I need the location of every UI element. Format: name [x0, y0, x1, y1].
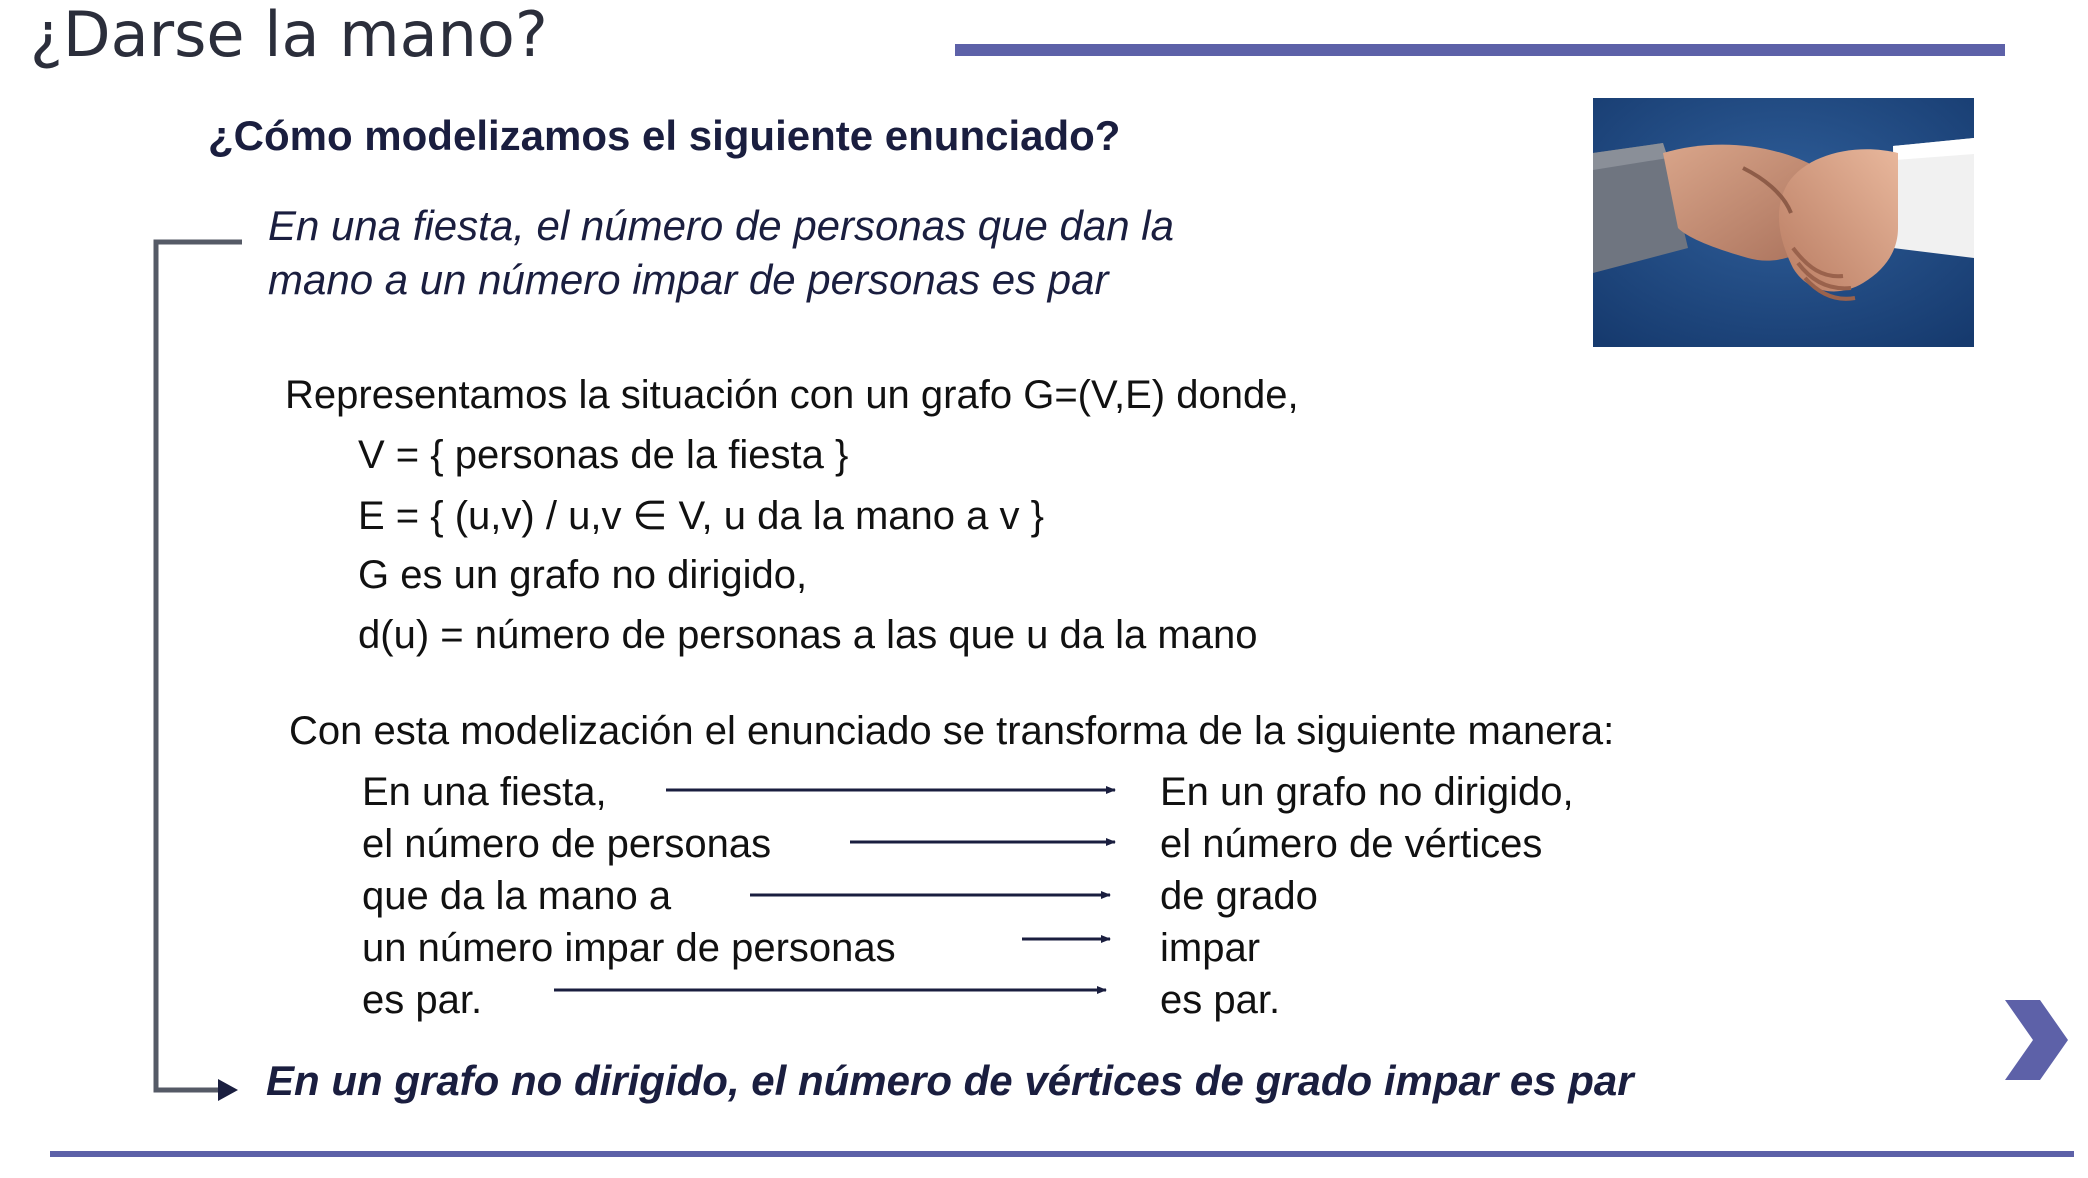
mapping-to-2: el número de vértices: [1160, 822, 1543, 866]
mapping-from-5: es par.: [362, 978, 483, 1022]
conclusion-statement: En un grafo no dirigido, el número de vértices de grado impar es par: [266, 1057, 1634, 1104]
chevron-right-icon[interactable]: [2005, 1000, 2068, 1080]
model-line-degree: d(u) = número de personas a las que u da la mano: [358, 613, 1258, 657]
mapping-to-3: de grado: [1160, 874, 1318, 918]
question-heading: ¿Cómo modelizamos el siguiente enunciado?: [208, 112, 1121, 159]
model-line-undirected: G es un grafo no dirigido,: [358, 553, 808, 597]
model-intro: Representamos la situación con un grafo G=(V,E) donde,: [285, 373, 1299, 417]
mapping-from-2: el número de personas: [362, 822, 772, 866]
mapping-from-1: En una fiesta,: [362, 770, 607, 814]
transform-intro: Con esta modelización el enunciado se transforma de la siguiente manera:: [289, 709, 1615, 753]
bracket-connector: [156, 242, 242, 1101]
mapping-from-3: que da la mano a: [362, 874, 672, 918]
page-title: ¿Darse la mano?: [30, 0, 548, 71]
model-line-vertices: V = { personas de la fiesta }: [358, 433, 849, 477]
mapping-to-5: es par.: [1160, 978, 1281, 1022]
footer-divider: [50, 1151, 2074, 1157]
model-line-edges: E = { (u,v) / u,v ∈ V, u da la mano a v }: [358, 494, 1044, 538]
mapping-from-4: un número impar de personas: [362, 926, 896, 970]
statement-line-2: mano a un número impar de personas es par: [268, 256, 1109, 303]
statement-line-1: En una fiesta, el número de personas que dan la: [268, 202, 1174, 249]
mapping-to-1: En un grafo no dirigido,: [1160, 770, 1574, 814]
mapping-to-4: impar: [1160, 926, 1261, 970]
